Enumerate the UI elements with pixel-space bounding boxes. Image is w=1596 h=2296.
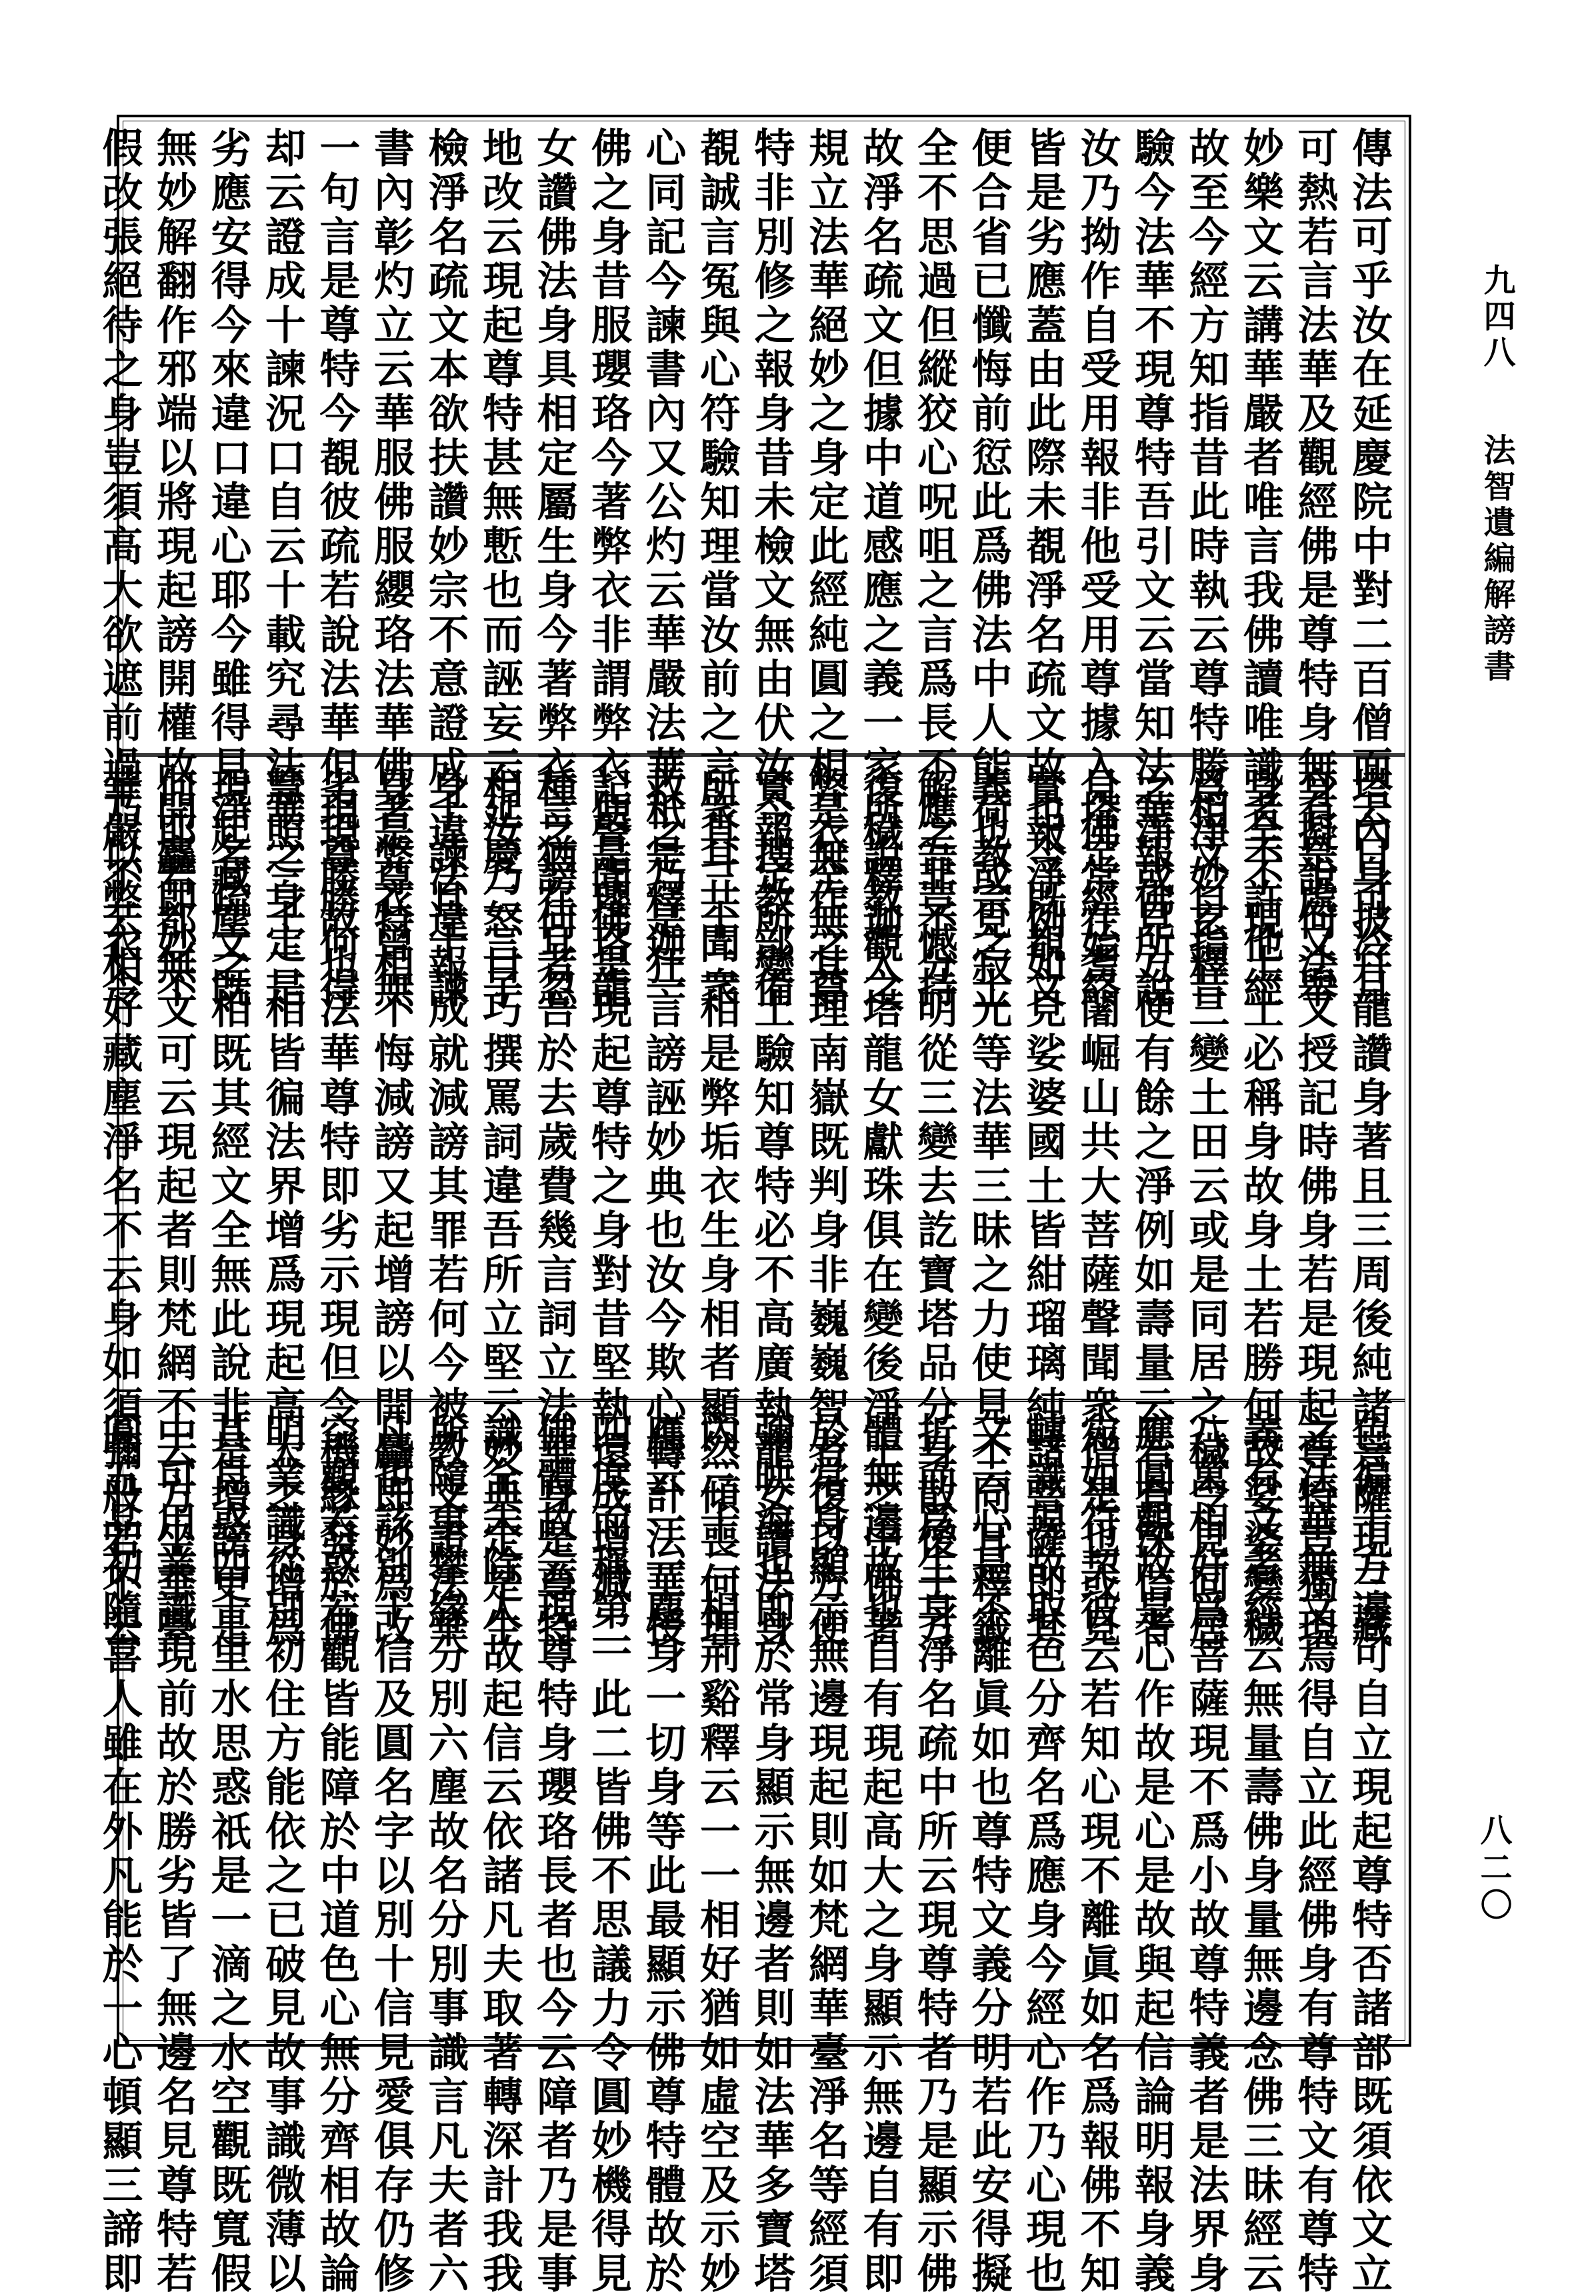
text-column: 妙樂文云講華嚴者唯言我佛讀唯識者不許他經: [1237, 127, 1284, 1011]
text-column: 色徧十方邊可自立現起尊特否諸部既須依文立: [1345, 1412, 1393, 2296]
text-column: 劣應安得今來違口違心耶今雖得見淨名疏文既: [204, 127, 252, 1011]
text-column: 身擬說何法又授記時佛身若是現起尊特豈獨現: [1291, 767, 1339, 1651]
text-column: 現起藏塵之相既其經文全無此說非是增謗更是: [204, 767, 252, 1651]
text-column: 弊衣全無其理南嶽既判身非巍巍智者復以方便: [802, 767, 849, 1651]
text-column: 書內彰灼立云華服佛服纓珞法華佛著弊衣曾無: [367, 127, 415, 1011]
text-column: 解之非不分明從三變去訖寶塔品分身散後土方: [911, 767, 958, 1651]
folio-number: 八二〇: [1475, 1813, 1512, 1925]
page-number: 九四八: [1478, 263, 1515, 371]
text-column: 記聲聞佛是現起尊特之身對昔堅執還成增減二: [585, 767, 632, 1651]
text-column: 便合省已懺悔前愆此爲佛法中人能荷教宗之士: [965, 127, 1013, 1011]
column-block: [95, 1412, 1404, 2296]
text-column: 無妙解翻作邪端以將現起謗開權故開麤即妙不: [150, 127, 197, 1011]
text-column: 覩誠言冤與心符驗知理當汝前之言衆耳共聞衆: [693, 127, 741, 1011]
text-column: 慧照三十二相皆徧法界增爲現起高大之身增爲: [259, 767, 306, 1651]
text-column: 體無邊故也自有現起高大之身顯示無邊自有即: [856, 1412, 904, 2296]
text-column: 一句言是尊特今覩彼疏若說法華但現尊勝何得: [313, 127, 361, 1011]
text-column: 塔內身披幷龍讚身著且三周後純諸菩薩現三藏: [1345, 767, 1393, 1651]
text-column: 宛如符契彼云若知心現不離眞如名爲報佛不知: [1073, 1412, 1121, 2296]
text-column: 之淨或見方便有餘之淨例如壽量云若有深信者: [1128, 767, 1175, 1651]
text-column: 義也或見寂光等法華三昧之力使見不同耳釋籤: [965, 767, 1013, 1651]
text-column: 佛體故云現尊特身瓔珞長者也今云障者乃是事: [530, 1412, 578, 2296]
text-column: 全不思過但縱狡心呪咀之言爲長不應吾豈憾持: [911, 127, 958, 1011]
text-band-bottom: [95, 1412, 1404, 2296]
text-column: 劣現勝故也法華尊特即劣示現但令機緣發於佛: [313, 767, 361, 1651]
text-column: 內三十二相荊谿釋云一一相好猶如虛空及示妙: [693, 1412, 741, 2296]
text-column: 其見惑四十里水思惑祇是一滴之水空觀既寬假: [204, 1412, 252, 2296]
text-column: 所隨事攀緣分別六塵故名分別事識言凡夫者六: [421, 1412, 469, 2296]
text-column: 空觀若惑若觀皆能障於中道色心無分齊相故論: [313, 1412, 361, 2296]
text-column: 地改云現起尊特甚無慙也而誣妄云延慶二三子: [476, 127, 523, 1011]
text-column: 種之謗何者吾於去歲費幾言詞立法華身是尊特: [530, 767, 578, 1651]
text-column: 凡也該別十信及圓名字以別十信見愛俱存仍修: [367, 1412, 415, 2296]
text-column: 假改張絕待之身豈須高大欲遮前過乃以弊衣令: [95, 127, 143, 1011]
text-column: 明業識從別初住方能依之已破見故事識微薄以: [259, 1412, 306, 2296]
text-column: 相汝乃怒目巧撰罵詞違吾所立堅云妙典定是生: [476, 767, 523, 1651]
text-column: 實報定所變土驗知尊特必不高廣執龍女讚法身: [747, 767, 795, 1651]
text-column: 皆是劣應蓋由此際未覩淨名疏文故也今既覩文: [1019, 127, 1067, 1011]
text-column: 彌映海也即於常身顯示無邊者則如法華多寶塔: [747, 1412, 795, 2296]
text-column: 身違法違報成就減謗其罪若何今被教文證法華: [421, 767, 469, 1651]
text-column: 故至今經方知指昔此時執云尊特勝相文自指昔: [1182, 127, 1230, 1011]
text-column: 折而爲生身淨名疏中所云現尊特者乃是顯示佛: [911, 1412, 958, 2296]
text-column: 驗今法華不現尊特吾引文云當知法華報佛所說: [1128, 127, 1175, 1011]
text-column: 四度而稱第一此二皆佛不思議力令圓妙機得見: [585, 1412, 632, 2296]
text-column: 義有文者經云無量壽佛身量無邊念佛三昧經云: [1237, 1412, 1284, 2296]
text-column: 救之乃是狂言謗誣妙典也汝今欺心轉計法華授: [639, 767, 687, 1651]
text-column: 身是尊特相不悔減謗又起增謗以開麤即妙爲改: [367, 767, 415, 1651]
text-column: 中可用業識現前故於勝劣皆了無邊名見尊特若: [150, 1412, 197, 2296]
text-column: 轉識現故取色分齊名爲應身今經心作乃心現也: [1019, 1412, 1067, 2296]
text-column: 復穢釋迦入塔龍女獻珠俱在變後淨土之中佛著: [856, 767, 904, 1651]
text-column: 之法華無文焉得自立此經佛身有尊特文有尊特: [1291, 1412, 1339, 2296]
text-column: 却云證成十諫況口自云十載究尋法華之身定是: [259, 127, 306, 1011]
text-column: 傳法可乎汝在延慶院中對二百僧面云日可冷月: [1345, 127, 1393, 1011]
text-column: 爲淨妙玄釋三變土田云或是同居之穢令見同居: [1182, 767, 1230, 1651]
text-column: 佛之身昔服瓔珞今著弊衣非謂弊衣便是瓔珞龍: [585, 127, 632, 1011]
text-column: 可熱若言法華及觀經佛是尊特身無有是處又舉: [1291, 127, 1339, 1011]
text-column: 汝乃拗作自受用報非他受用尊據入塔定經始終: [1073, 127, 1121, 1011]
text-column: 應云一一塵身一切身等此最顯示佛尊特體故於: [639, 1412, 687, 2296]
text-column: 又云心是不離眞如也尊特文義分明若此安得擬: [965, 1412, 1013, 2296]
column-block: [95, 767, 1404, 1651]
text-column: 八萬相好爲菩薩現不爲小故尊特義者是法界身: [1182, 1412, 1230, 2296]
text-band-middle: [95, 767, 1404, 1651]
text-column: 應圓觀故是心作故是心是故與起信論明報身義: [1128, 1412, 1175, 2296]
text-column: 女讚佛法身具相定屬生身今著弊衣言猶在耳忽: [530, 127, 578, 1011]
text-column: 於常身顯示無邊現起則如梵網華臺淨名等經須: [802, 1412, 849, 2296]
text-column: 規立法華絕妙之身定此經純圓之相是無作之尊: [802, 127, 849, 1011]
text-column: 識全未除人故起信云依諸凡夫取著轉深計我我: [476, 1412, 523, 2296]
text-column: 何耶若都無文可云現起者則梵網不云方坐華臺: [150, 767, 197, 1651]
book-title: 法智遺編解謗書: [1478, 433, 1515, 685]
text-column: 故淨名疏文但據中道感應之義一家所說教觀之: [856, 127, 904, 1011]
text-column: 見佛常在耆闍崛山共大菩薩聲聞衆僧是也或見: [1073, 767, 1121, 1651]
text-column: 心同記今諫書內又公灼云華嚴法華秖是釋迦一: [639, 127, 687, 1011]
running-header: [1460, 263, 1520, 685]
text-column: 華嚴不云相好藏塵淨名不云身如須彌般若不云: [95, 767, 143, 1651]
text-column: 實報淨例如見娑婆國土皆紺瑠璃純諸菩薩即其: [1019, 767, 1067, 1651]
text-column: 身全不現土土必稱身故身土若勝何故娑婆變穢: [1237, 767, 1284, 1651]
text-column: 特非別修之報身昔未檢文無由伏汝今搜教部備: [747, 127, 795, 1011]
text-column: 所具三十二相是弊垢衣生身相者顯然傾喪何理: [693, 767, 741, 1651]
text-band-top: [95, 127, 1404, 1011]
text-column: 圓五品初隨喜人雖在外凡能於一心頓顯三諦即: [95, 1412, 143, 2296]
text-column: 檢淨名疏文本欲扶讚妙宗不意證成十諫且十諫: [421, 127, 469, 1011]
column-block: [95, 127, 1404, 1011]
